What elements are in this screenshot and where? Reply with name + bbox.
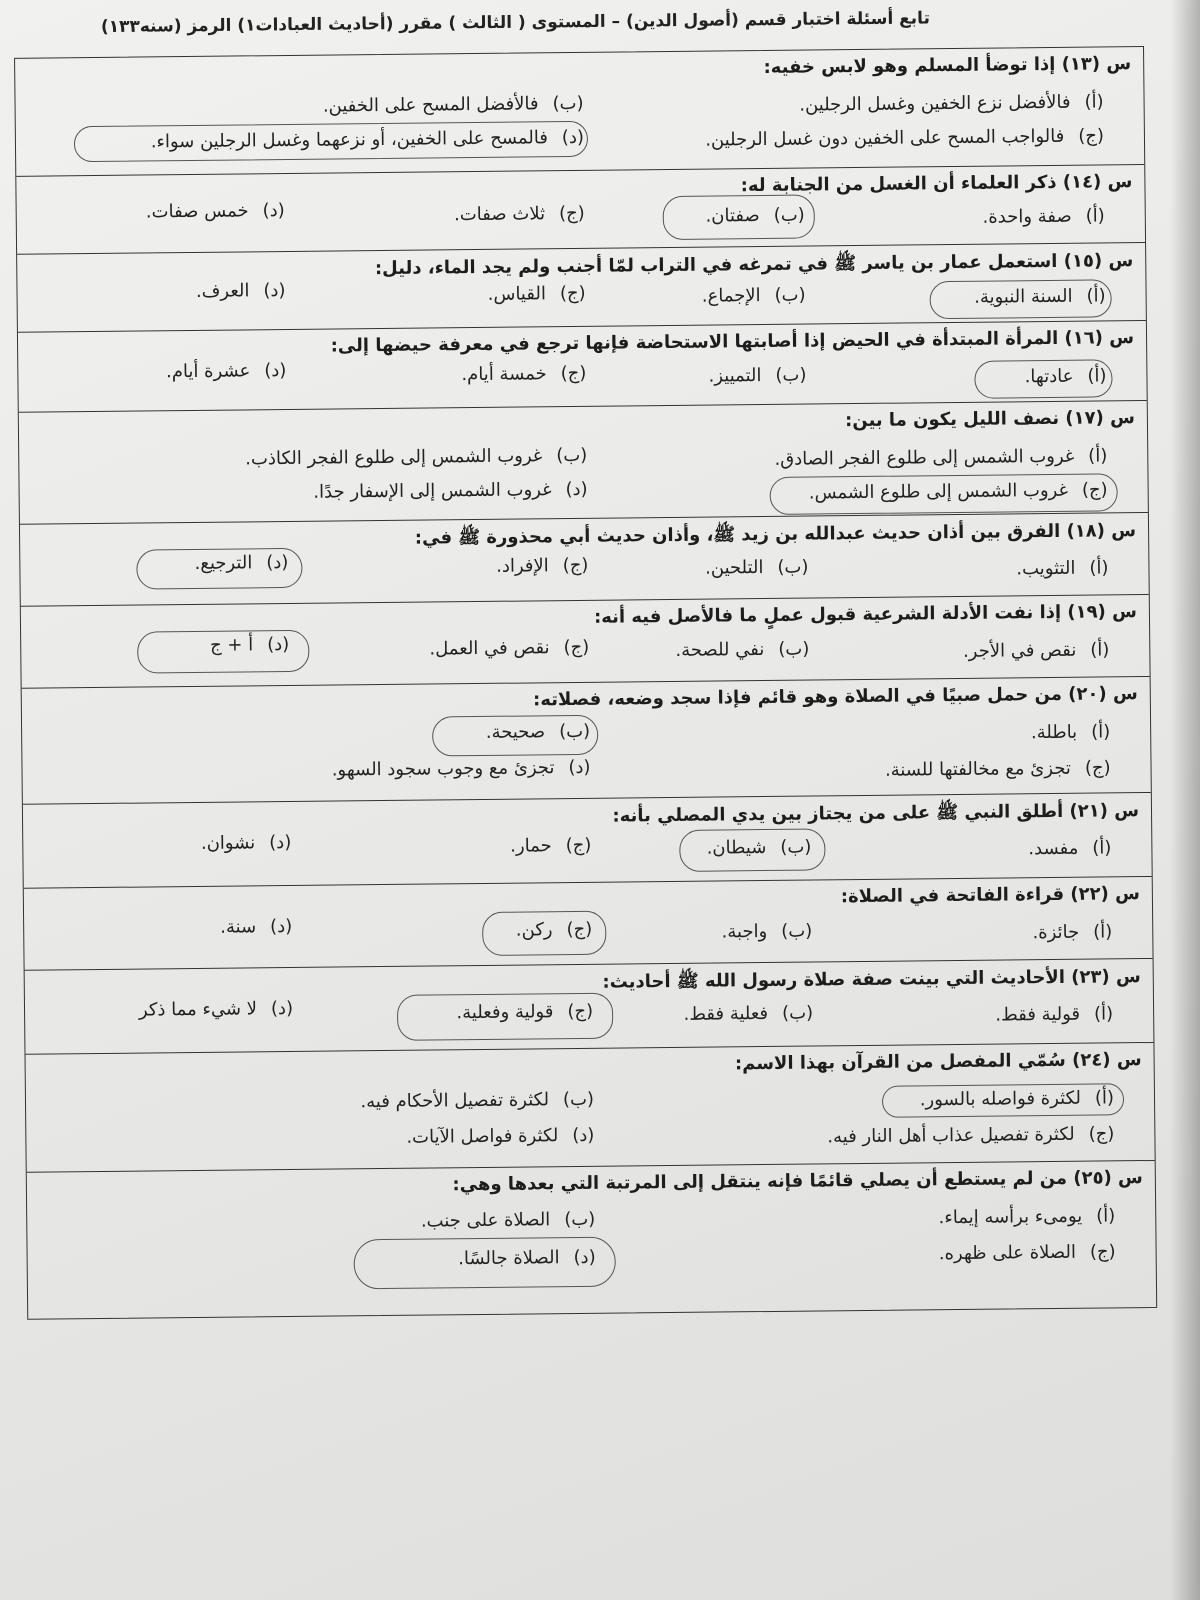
question-stem: س (١٩) إذا نفت الأدلة الشرعية قبول عملٍ ما فالأصل فيه أنه: (593, 601, 1138, 628)
option-d[interactable]: (د)فالمسح على الخفين، أو نزعهما وغسل الرجلين سواء. (150, 126, 585, 153)
option-d[interactable]: (د)عشرة أيام. (165, 359, 287, 383)
option-a[interactable]: (أ)جائزة. (1032, 921, 1113, 944)
option-c[interactable]: (ج)حمار. (510, 834, 592, 857)
option-a[interactable]: (أ)لكثرة فواصله بالسور. (919, 1087, 1115, 1111)
option-b[interactable]: (ب)غروب الشمس إلى طلوع الفجر الكاذب. (245, 444, 588, 470)
option-d[interactable]: (د)العرف. (195, 280, 286, 302)
option-a[interactable]: (أ)قولية فقط. (995, 1003, 1114, 1026)
question-stem: س (٢٢) قراءة الفاتحة في الصلاة: (840, 883, 1140, 908)
option-c[interactable]: (ج)نقص في العمل. (429, 636, 590, 660)
option-b[interactable]: (ب)صحيحة. (485, 720, 591, 743)
question-25 (27, 1161, 1156, 1297)
option-a[interactable]: (أ)السنة النبوية. (974, 285, 1106, 308)
question-17 (19, 401, 1148, 525)
question-stem: س (١٨) الفرق بين أذان حديث عبدالله بن زيد ﷺ، وأذان حديث أبي محذورة ﷺ في: (414, 520, 1137, 549)
option-c[interactable]: (ج)قولية وفعلية. (456, 1000, 594, 1024)
question-20 (22, 677, 1151, 805)
option-a[interactable]: (أ)باطلة. (1030, 721, 1111, 744)
question-16 (18, 321, 1147, 413)
option-d[interactable]: (د)نشوان. (200, 831, 292, 854)
option-d[interactable]: (د)الصلاة جالسًا. (458, 1246, 596, 1270)
option-b[interactable]: (ب)فعلية فقط. (683, 1002, 814, 1025)
option-a[interactable]: (أ)عادتها. (1024, 365, 1107, 388)
option-c[interactable]: (ج)غروب الشمس إلى طلوع الشمس. (808, 479, 1108, 504)
option-c[interactable]: (ج)الإفراد. (496, 554, 589, 577)
option-b[interactable]: (ب)التمييز. (708, 364, 807, 387)
option-b[interactable]: (ب)لكثرة تفصيل الأحكام فيه. (360, 1088, 595, 1113)
option-b[interactable]: (ب)صفتان. (705, 204, 805, 227)
option-c[interactable]: (ج)فالواجب المسح على الخفين دون غسل الرجلين. (705, 125, 1105, 151)
option-a[interactable]: (أ)مفسد. (1028, 837, 1112, 860)
question-stem: س (٢٠) من حمل صبيًا في الصلاة وهو قائم فإذا سجد وضعه، فصلاته: (533, 683, 1138, 711)
option-c[interactable]: (ج)خمسة أيام. (461, 362, 587, 386)
question-sheet (14, 46, 1157, 1320)
option-c[interactable]: (ج)الصلاة على ظهره. (938, 1241, 1116, 1265)
option-b[interactable]: (ب)نفي للصحة. (675, 638, 810, 661)
question-21 (23, 793, 1152, 889)
question-22 (24, 877, 1153, 971)
option-a[interactable]: (أ)نقص في الأجر. (962, 639, 1110, 662)
option-a[interactable]: (أ)فالأفضل نزع الخفين وغسل الرجلين. (799, 91, 1104, 116)
option-c[interactable]: (ج)لكثرة تفصيل عذاب أهل النار فيه. (827, 1123, 1115, 1148)
option-d[interactable]: (د)تجزئ مع وجوب سجود السهو. (331, 756, 591, 781)
option-b[interactable]: (ب)الصلاة على جنب. (420, 1208, 596, 1232)
question-stem: س (٢٤) سُمّي المفصل من القرآن بهذا الاسم: (734, 1049, 1142, 1075)
question-stem: س (١٣) إذا توضأ المسلم وهو لابس خفيه: (763, 53, 1132, 78)
option-d[interactable]: (د)غروب الشمس إلى الإسفار جدًا. (313, 478, 588, 503)
question-stem: س (١٤) ذكر العلماء أن الغسل من الجنابة له: (740, 171, 1133, 197)
option-d[interactable]: (د)الترجيع. (194, 551, 289, 574)
option-a[interactable]: (أ)صفة واحدة. (982, 205, 1105, 228)
question-stem: س (١٥) استعمل عمار بن ياسر ﷺ في تمرغه في التراب لمّا أجنب ولم يجد الماء، دليل: (374, 250, 1134, 280)
option-d[interactable]: (د)لكثرة فواصل الآيات. (406, 1124, 595, 1148)
option-c[interactable]: (ج)ركن. (515, 918, 593, 941)
option-c[interactable]: (ج)تجزئ مع مخالفتها للسنة. (884, 757, 1111, 781)
question-stem: س (١٧) نصف الليل يكون ما بين: (845, 407, 1136, 432)
page-edge-shadow (1170, 0, 1200, 1600)
question-24 (26, 1043, 1155, 1173)
option-d[interactable]: (د)لا شيء مما ذكر (138, 997, 294, 1021)
option-d[interactable]: (د)خمس صفات. (145, 200, 285, 223)
option-a[interactable]: (أ)يومىء برأسه إيماء. (938, 1205, 1116, 1229)
option-b[interactable]: (ب)الإجماع. (701, 284, 806, 307)
option-b[interactable]: (ب)شيطان. (706, 836, 812, 859)
question-19 (21, 595, 1150, 689)
question-stem: س (٢٣) الأحاديث التي بينت صفة صلاة رسول الله ﷺ أحاديث: (602, 966, 1141, 993)
option-b[interactable]: (ب)واجبة. (721, 920, 813, 943)
option-a[interactable]: (أ)التثويب. (1016, 557, 1109, 580)
question-23 (25, 959, 1154, 1055)
exam-header: تابع أسئلة اختبار قسم (أصول الدين) – المستوى ( الثالث ) مقرر (أحاديث العبادات١) الرمز (سنه١٣٣) (100, 8, 931, 38)
option-a[interactable]: (أ)غروب الشمس إلى طلوع الفجر الصادق. (774, 445, 1108, 470)
option-d[interactable]: (د)أ + ج (209, 633, 290, 656)
option-b[interactable]: (ب)التلحين. (704, 556, 809, 579)
option-d[interactable]: (د)سنة. (220, 915, 293, 938)
question-14 (16, 165, 1145, 255)
question-13 (15, 47, 1144, 177)
question-stem: س (٢٥) من لم يستطع أن يصلي قائمًا فإنه ينتقل إلى المرتبة التي بعدها وهي: (452, 1167, 1143, 1196)
question-18 (20, 513, 1149, 607)
option-b[interactable]: (ب)فالأفضل المسح على الخفين. (322, 92, 584, 117)
question-stem: س (٢١) أطلق النبي ﷺ على من يجتاز بين يدي المصلي بأنه: (612, 800, 1140, 827)
option-c[interactable]: (ج)ثلاث صفات. (453, 202, 585, 226)
question-15 (17, 243, 1146, 333)
question-stem: س (١٦) المرأة المبتدأة في الحيض إذا أصابتها الاستحاضة فإنها ترجع في معرفة حيضها إلى: (330, 327, 1135, 357)
option-c[interactable]: (ج)القياس. (487, 282, 586, 305)
